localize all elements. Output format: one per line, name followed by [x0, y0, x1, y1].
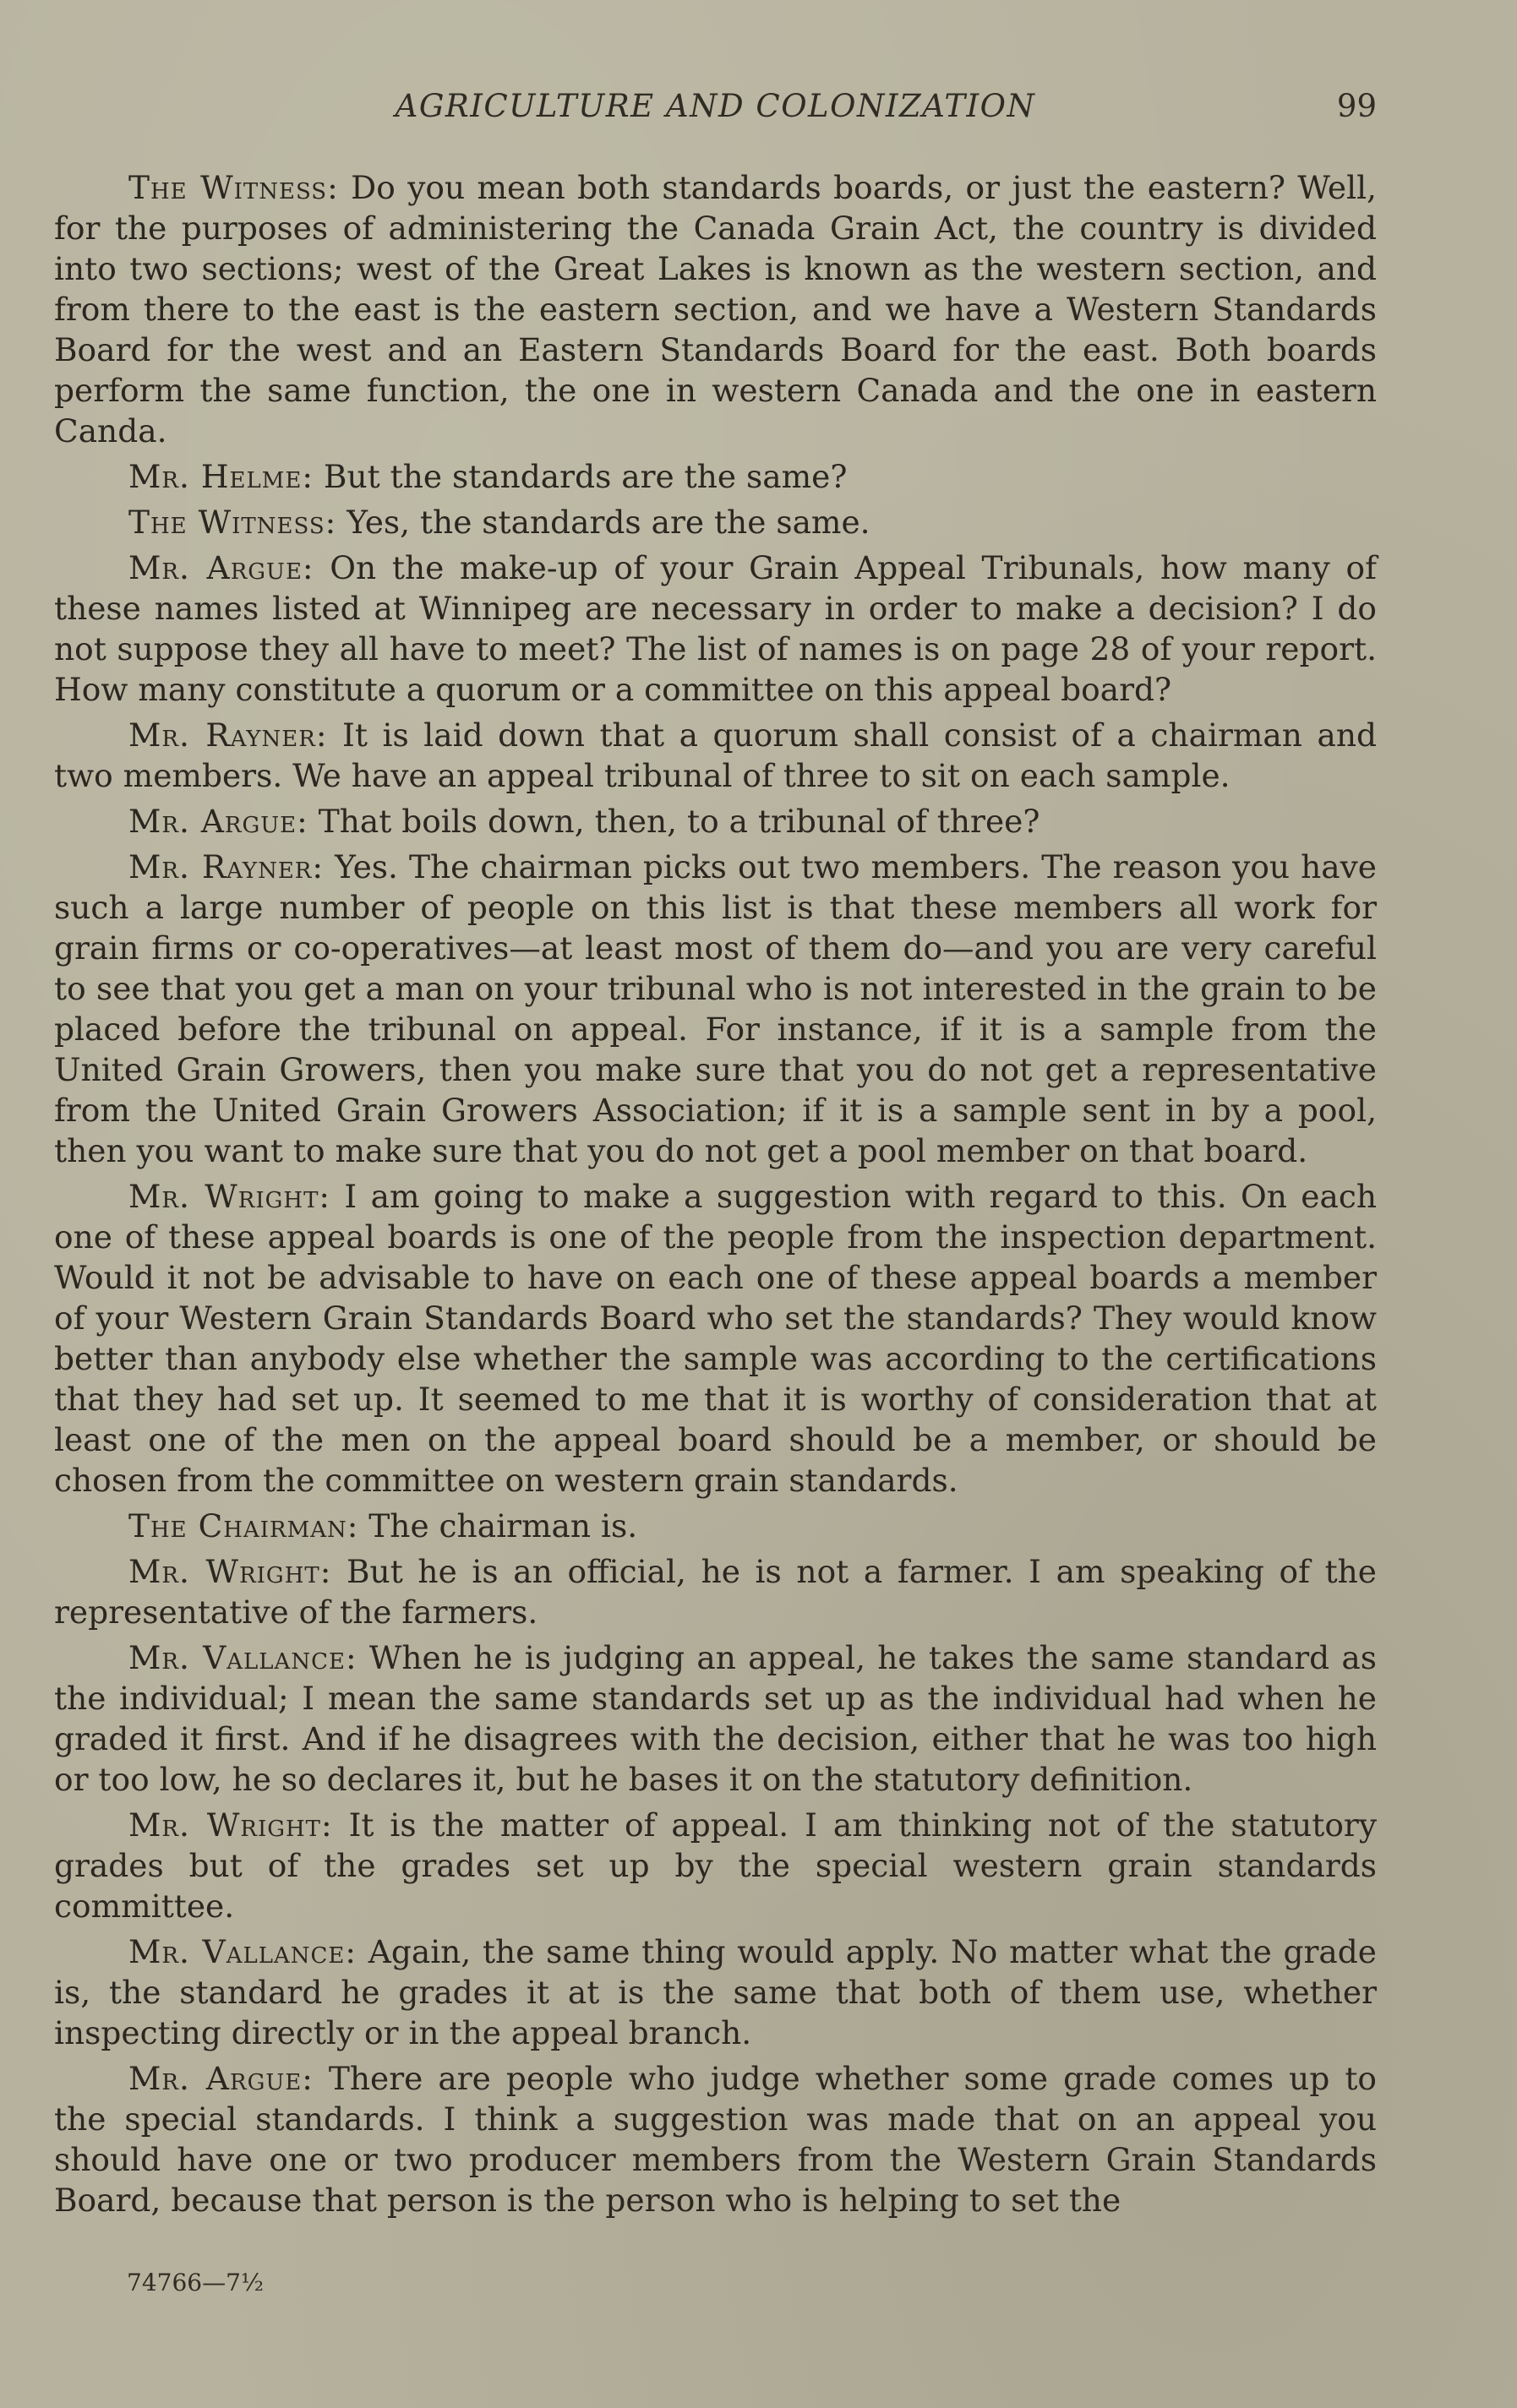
paragraph — [54, 715, 1377, 796]
paragraph-text: It is laid down that a quorum shall consist of a chairman and two members. We have an appeal tribunal of three to sit on each sample. — [54, 716, 1377, 794]
speaker-label: The Witness: — [128, 504, 337, 541]
paragraph — [54, 1637, 1377, 1800]
running-header — [54, 88, 1377, 130]
paragraph-text: It is the matter of appeal. I am thinking not of the statutory grades but of the grades set up by the special western grain standards committee. — [54, 1806, 1378, 1925]
speaker-label: Mr. Helme: — [128, 458, 314, 495]
paragraph — [54, 167, 1377, 451]
page-number: 99 — [1336, 88, 1377, 124]
paragraph — [54, 502, 1377, 542]
speaker-label: Mr. Argue: — [128, 2060, 314, 2097]
paragraph — [54, 456, 1377, 497]
running-title: AGRICULTURE AND COLONIZATION — [395, 88, 1036, 124]
speaker-label: The Chairman: — [128, 1507, 359, 1544]
paragraph-text: Yes, the standards are the same. — [336, 504, 870, 541]
transcript-body — [54, 167, 1377, 2225]
paragraph-text: Again, the same thing would apply. No matter what the grade is, the standard he grades it at is the same that both of them use, whether inspecting directly or in the appeal branch. — [54, 1933, 1377, 2051]
paragraph — [54, 1551, 1377, 1632]
paragraph-text: But he is an official, he is not a farmer. I am speaking of the representative of the farmers. — [54, 1553, 1377, 1631]
paragraph-text: But the standards are the same? — [314, 458, 848, 495]
speaker-label: Mr. Rayner: — [128, 716, 328, 754]
speaker-label: Mr. Argue: — [128, 803, 308, 840]
speaker-label: Mr. Wright: — [128, 1806, 333, 1844]
paragraph-text: I am going to make a suggestion with regard to this. On each one of these appeal boards is one of the people from the inspection department. Would it not be advisable to have on each one of these appeal boards a member of your Western Grain Standards Board who set the standards? They would know better than anybody else whether the sample was according to the certifications that they had set up. It seemed to me that it is worthy of consideration that at least one of the men on the appeal board should be a member, or should be chosen from the committee on western grain standards. — [54, 1178, 1377, 1499]
speaker-label: Mr. Wright: — [128, 1178, 331, 1215]
speaker-label: Mr. Wright: — [128, 1553, 332, 1590]
paragraph — [54, 847, 1377, 1171]
paragraph-text: When he is judging an appeal, he takes the same standard as the individual; I mean the same standards set up as the individual had when he graded it first. And if he disagrees with the decision, either that he was too high or too low, he so declares it, but he bases it on the statutory definition. — [54, 1639, 1377, 1798]
speaker-label: Mr. Vallance: — [128, 1639, 357, 1676]
paragraph-text: That boils down, then, to a tribunal of three? — [308, 803, 1040, 840]
speaker-label: The Witness: — [128, 169, 339, 206]
paragraph — [54, 1931, 1377, 2053]
footer-signature-code: 74766—7½ — [127, 2269, 265, 2296]
paragraph — [54, 801, 1377, 842]
paragraph — [54, 2058, 1377, 2220]
speaker-label: Mr. Rayner: — [128, 848, 325, 885]
paragraph-text: The chairman is. — [358, 1507, 638, 1544]
paragraph-text: On the make-up of your Grain Appeal Tribunals, how many of these names listed at Winnipeg are necessary in order to make a decision? I do not suppose they all have to meet? The list of names is on page 28 of your report. How many constitute a quorum or a committee on this appeal board? — [54, 549, 1377, 708]
paragraph-text: Yes. The chairman picks out two members. The reason you have such a large number of people on this list is that these members all work for grain firms or co-operatives—at least most of them do—and you are very careful to see that you get a man on your tribunal who is not interested in the grain to be placed before the tribunal on appeal. For instance, if it is a sample from the United Grain Growers, then you make sure that you do not get a representative from the United Grain Growers Association; if it is a sample sent in by a pool, then you want to make sure that you do not get a pool member on that board. — [54, 848, 1377, 1169]
paragraph — [54, 1506, 1377, 1546]
speaker-label: Mr. Argue: — [128, 549, 314, 586]
paragraph — [54, 1176, 1377, 1501]
speaker-label: Mr. Vallance: — [128, 1933, 357, 1970]
paragraph-text: There are people who judge whether some grade comes up to the special standards. I think a suggestion was made that on an appeal you should have one or two producer members from the Western Grain Standards Board, because that person is the person who is helping to set the — [54, 2060, 1377, 2219]
paragraph — [54, 548, 1377, 710]
paragraph — [54, 1805, 1377, 1926]
paragraph-text: Do you mean both standards boards, or just the eastern? Well, for the purposes of administering the Canada Grain Act, the country is divided into two sections; west of the Great Lakes is known as the western section, and from there to the east is the eastern section, and we have a Western Standards Board for the west and an Eastern Standards Board for the east. Both boards perform the same function, the one in western Canada and the one in eastern Canda. — [54, 169, 1377, 449]
